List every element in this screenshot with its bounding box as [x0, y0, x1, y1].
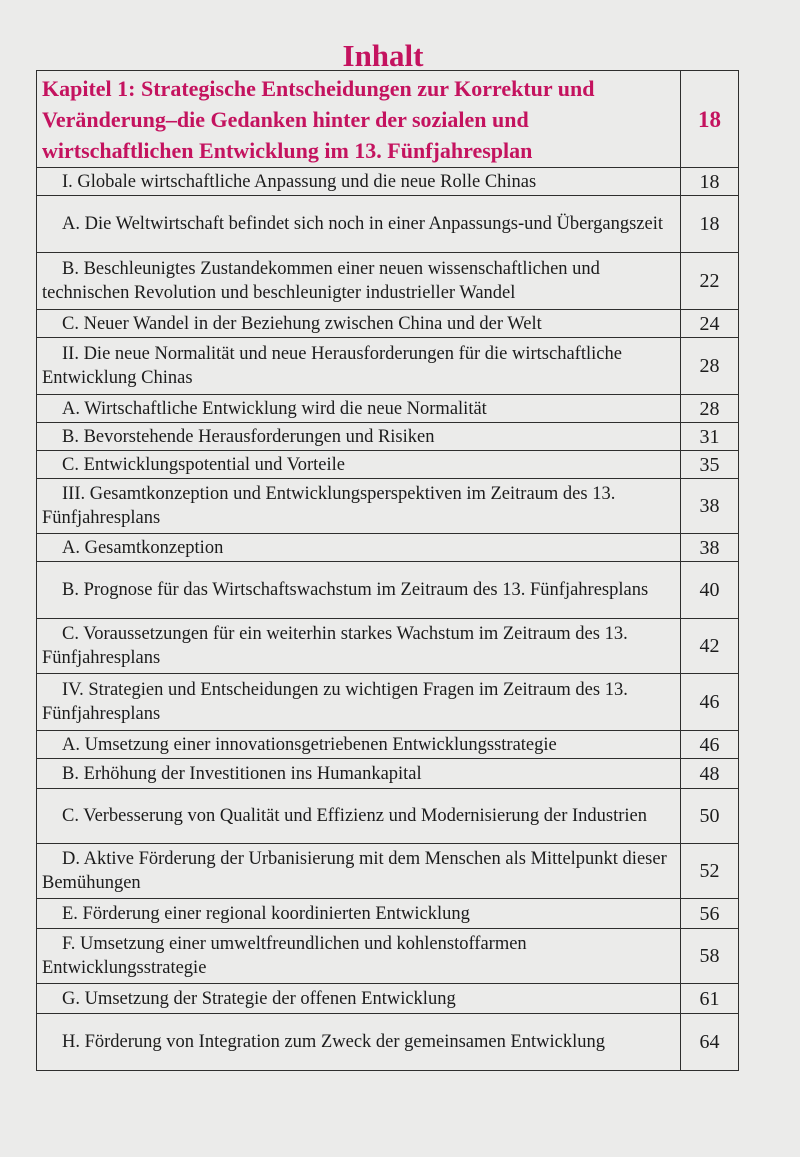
- toc-row[interactable]: [37, 338, 739, 395]
- toc-entry-title: III. Gesamtkonzeption und Entwicklungsperspektiven im Zeitraum des 13. Fünfjahresplans: [37, 479, 681, 534]
- toc-row[interactable]: [37, 619, 739, 674]
- toc-entry-title: H. Förderung von Integration zum Zweck der gemeinsamen Entwicklung: [37, 1014, 681, 1071]
- toc-entry-page: 56: [681, 899, 739, 929]
- toc-entry-title: B. Erhöhung der Investitionen ins Humankapital: [37, 759, 681, 789]
- toc-row[interactable]: [37, 759, 739, 789]
- toc-entry-page: 48: [681, 759, 739, 789]
- toc-row[interactable]: [37, 534, 739, 562]
- toc-entry-page: 18: [681, 168, 739, 196]
- toc-entry-page: 46: [681, 674, 739, 731]
- toc-entry-title: E. Förderung einer regional koordinierten Entwicklung: [37, 899, 681, 929]
- toc-entry-page: 28: [681, 395, 739, 423]
- toc-row[interactable]: [37, 310, 739, 338]
- toc-entry-title: C. Voraussetzungen für ein weiterhin starkes Wachstum im Zeitraum des 13. Fünfjahresplans: [37, 619, 681, 674]
- toc-entry-title: F. Umsetzung einer umweltfreundlichen und kohlenstoffarmen Entwicklungsstrategie: [37, 929, 681, 984]
- toc-entry-page: 22: [681, 253, 739, 310]
- toc-entry-page: 52: [681, 844, 739, 899]
- toc-entry-title: B. Bevorstehende Herausforderungen und Risiken: [37, 423, 681, 451]
- toc-entry-title: D. Aktive Förderung der Urbanisierung mit dem Menschen als Mittelpunkt dieser Bemühungen: [37, 844, 681, 899]
- toc-entry-page: 58: [681, 929, 739, 984]
- toc-chapter-page: 18: [681, 71, 739, 168]
- toc-row[interactable]: [37, 899, 739, 929]
- toc-row[interactable]: [37, 196, 739, 253]
- toc-row[interactable]: [37, 844, 739, 899]
- toc-entry-page: 24: [681, 310, 739, 338]
- toc-entry-page: 40: [681, 562, 739, 619]
- toc-row[interactable]: [37, 479, 739, 534]
- toc-entry-page: 28: [681, 338, 739, 395]
- toc-chapter-title: Kapitel 1: Strategische Entscheidungen zur Korrektur und Veränderung–die Gedanken hinter der sozialen und wirtschaftlichen Entwicklung im 13. Fünfjahresplan: [37, 71, 681, 168]
- toc-row[interactable]: [37, 674, 739, 731]
- toc-entry-title: B. Beschleunigtes Zustandekommen einer neuen wissenschaftlichen und technischen Revolution und beschleunigter industrieller Wandel: [37, 253, 681, 310]
- toc-table: [36, 70, 739, 1071]
- toc-entry-page: 50: [681, 789, 739, 844]
- toc-entry-title: IV. Strategien und Entscheidungen zu wichtigen Fragen im Zeitraum des 13. Fünfjahresplans: [37, 674, 681, 731]
- toc-entry-title: A. Gesamtkonzeption: [37, 534, 681, 562]
- toc-entry-title: A. Umsetzung einer innovationsgetriebenen Entwicklungsstrategie: [37, 731, 681, 759]
- toc-row[interactable]: [37, 253, 739, 310]
- toc-entry-page: 38: [681, 479, 739, 534]
- toc-entry-page: 38: [681, 534, 739, 562]
- toc-entry-title: C. Entwicklungspotential und Vorteile: [37, 451, 681, 479]
- toc-entry-title: II. Die neue Normalität und neue Herausforderungen für die wirtschaftliche Entwicklung Chinas: [37, 338, 681, 395]
- page-title: Inhalt: [342, 38, 424, 73]
- toc-entry-title: B. Prognose für das Wirtschaftswachstum im Zeitraum des 13. Fünfjahresplans: [37, 562, 681, 619]
- toc-entry-title: I. Globale wirtschaftliche Anpassung und die neue Rolle Chinas: [37, 168, 681, 196]
- toc-entry-title: G. Umsetzung der Strategie der offenen Entwicklung: [37, 984, 681, 1014]
- toc-entry-page: 64: [681, 1014, 739, 1071]
- toc-entry-title: A. Die Weltwirtschaft befindet sich noch in einer Anpassungs-und Übergangszeit: [37, 196, 681, 253]
- toc-row[interactable]: [37, 731, 739, 759]
- toc-entry-title: A. Wirtschaftliche Entwicklung wird die neue Normalität: [37, 395, 681, 423]
- toc-row[interactable]: [37, 423, 739, 451]
- toc-row[interactable]: [37, 168, 739, 196]
- toc-entry-page: 31: [681, 423, 739, 451]
- toc-entry-title: C. Verbesserung von Qualität und Effizienz und Modernisierung der Industrien: [37, 789, 681, 844]
- toc-row[interactable]: [37, 451, 739, 479]
- toc-row[interactable]: [37, 929, 739, 984]
- toc-chapter-row[interactable]: [37, 71, 739, 168]
- toc-row[interactable]: [37, 984, 739, 1014]
- toc-entry-title: C. Neuer Wandel in der Beziehung zwischen China und der Welt: [37, 310, 681, 338]
- toc-row[interactable]: [37, 395, 739, 423]
- toc-entry-page: 35: [681, 451, 739, 479]
- toc-row[interactable]: [37, 1014, 739, 1071]
- toc-row[interactable]: [37, 789, 739, 844]
- toc-entry-page: 42: [681, 619, 739, 674]
- toc-entry-page: 18: [681, 196, 739, 253]
- toc-row[interactable]: [37, 562, 739, 619]
- toc-entry-page: 61: [681, 984, 739, 1014]
- toc-entry-page: 46: [681, 731, 739, 759]
